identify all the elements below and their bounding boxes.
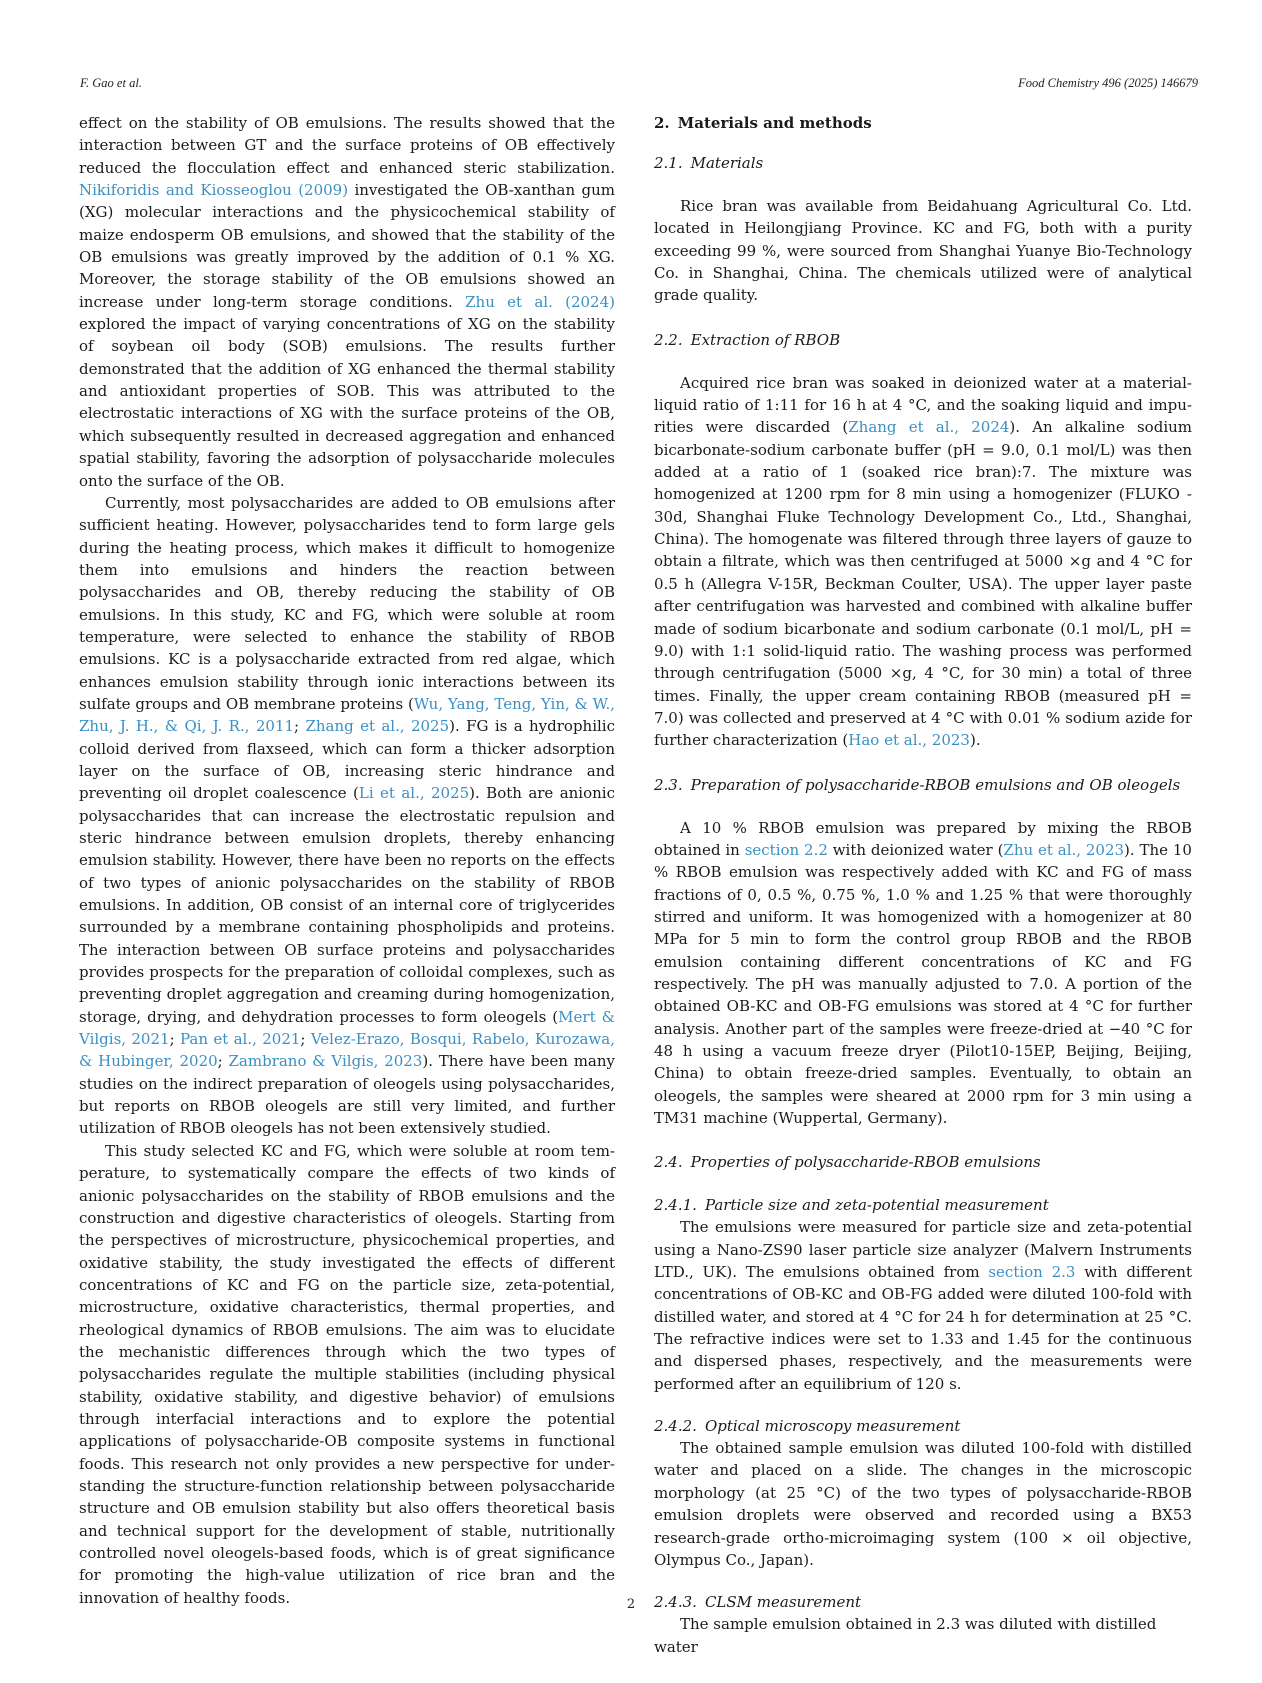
section-heading: 2. Materials and methods [654, 114, 872, 132]
paragraph: A 10 % RBOB emulsion was prepared by mixing the RBOB obtained in section 2.2 with deionized water (Zhu et al., 2023). The 10 % RBOB emulsion was respectively added with KC and FG of mass fractions of 0, 0.5 %, 0.75 %, 1.0 % and 1.25 % that were thoroughly stirred and uniform. It was homogenized with a homogenizer at 80 MPa for 5 min to form the control group RBOB and the RBOB emulsion containing different concentrations of KC and FG respectively. The pH was manually adjusted to 7.0. A portion of the obtained OB-KC and OB-FG emulsions was stored at 4 °C for further analysis. Another part of the samples were freeze-dried at −40 °C for 48 h using a vacuum freeze dryer (Pilot10-15EP, Beijing, Beijing, China) to obtain freeze-dried samples. Eventually, to obtain an oleogels, the samples were sheared at 2000 rpm for 3 min using a TM31 machine (Wuppertal, Germany). [654, 818, 1192, 1128]
citation-link[interactable]: Hao et al., 2023 [848, 731, 970, 750]
running-head-journal: Food Chemistry 496 (2025) 146679 [1018, 76, 1198, 90]
citation-link[interactable]: section 2.2 [744, 840, 828, 859]
citation-link[interactable]: Nikiforidis and Kiosseoglou (2009) [79, 181, 349, 200]
paragraph: effect on the stability of OB emulsions. The results showed that the interaction between GT and the surface proteins of OB effectively reduced the flocculation effect and enhanced steric stabilization. Nikiforidis and Kiosseoglou (2009) investigated the OB-xanthan gum (XG) molecular interactions and the physicochemical stability of maize endosperm OB emulsions, and showed that the stability of the OB emulsions was greatly improved by the addition of 0.1 % XG. Moreover, the storage stability of the OB emulsions showed an increase under long-term storage conditions. Zhu et al. (2024) explored the impact of varying concentrations of XG on the stability of soybean oil body (SOB) emulsions. The results further demonstrated that the addition of XG enhanced the thermal stability and antioxidant properties of SOB. This was attributed to the electrostatic interactions of XG with the surface proteins of the OB, which subsequently resulted in decreased aggregation and enhanced spatial stability, favoring the adsorption of polysaccharide molecules onto the surface of the OB. [79, 114, 616, 490]
subsection-heading: 2.1. Materials [654, 154, 764, 172]
paragraph: The obtained sample emulsion was diluted 100-fold with distilled water and placed on a slide. The changes in the microscopic morphology (at 25 °C) of the two types of polysaccharide-RBOB emulsion droplets were observed and recorded using a BX53 research-grade ortho-microimaging system (100 × oil objective, Olympus Co., Japan). [654, 1439, 1192, 1569]
paragraph: This study selected KC and FG, which were soluble at room temperature, to systematically compare the effects of two kinds of anionic polysaccharides on the stability of RBOB emulsions and the construction and digestive characteristics of oleogels. Starting from the perspectives of microstructure, physicochemical properties, and oxidative stability, the study investigated the effects of different concentrations of KC and FG on the particle size, zeta-potential, microstructure, oxidative characteristics, thermal properties, and rheological dynamics of RBOB emulsions. The aim was to elucidate the mechanistic differences through which the two types of polysaccharides regulate the multiple stabilities (including physical stability, oxidative stability, and digestive behavior) of emulsions through interfacial interactions and to explore the potential applications of polysaccharide-OB composite systems in functional foods. This research not only provides a new perspective for understanding the structure-function relationship between polysaccharide structure and OB emulsion stability but also offers theoretical basis and technical support for the development of stable, nutritionally controlled novel oleogels-based foods, which is of great significance for promoting the high-value utilization of rice bran and the innovation of healthy foods. [79, 1141, 615, 1607]
citation-link[interactable]: Zambrano & Vilgis, 2023 [228, 1052, 423, 1071]
citation-link[interactable]: Zhu et al. (2024) [465, 292, 616, 311]
running-head-authors: F. Gao et al. [80, 76, 142, 90]
subsection-heading: 2.4. Properties of polysaccharide-RBOB emulsions [654, 1153, 1041, 1172]
paragraph: The sample emulsion obtained in 2.3 was diluted with distilled water [654, 1615, 1157, 1656]
citation-link[interactable]: Zhu et al., 2023 [1003, 840, 1125, 859]
paragraph: Currently, most polysaccharides are added to OB emulsions after sufficient heating. However, polysaccharides tend to form large gels during the heating process, which makes it difficult to homogenize them into emulsions and hinders the reaction between polysaccharides and OB, thereby reducing the stability of OB emulsions. In this study, KC and FG, which were soluble at room temperature, were selected to enhance the stability of RBOB emulsions. KC is a polysaccharide extracted from red algae, which enhances emulsion stability through ionic interactions between its sulfate groups and OB membrane proteins (Wu, Yang, Teng, Yin, & W., Zhu, J. H., & Qi, J. R., 2011; Zhang et al., 2025). FG is a hydrophilic colloid derived from flaxseed, which can form a thicker adsorption layer on the surface of OB, increasing steric hindrance and preventing oil droplet coalescence (Li et al., 2025). Both are anionic polysaccharides that can increase the electrostatic repulsion and steric hindrance between emulsion droplets, thereby enhancing emulsion stability. However, there have been no reports on the effects of two types of anionic polysaccharides on the stability of RBOB emulsions. In addition, OB consist of an internal core of triglycerides surrounded by a membrane containing phospholipids and proteins. The interaction between OB surface proteins and polysaccharides provides prospects for the preparation of colloidal complexes, such as preventing droplet aggregation and creaming during homogenization, storage, drying, and dehydration processes to form oleogels (Mert & Vilgis, 2021; Pan et al., 2021; Velez-Erazo, Bosqui, Rabelo, Kurozawa, & Hubinger, 2020; Zambrano & Vilgis, 2023). There have been many studies on the indirect preparation of oleogels using polysaccharides, but reports on RBOB oleogels are still very limited, and further utilization of RBOB oleogels has not been extensively studied. [79, 493, 616, 1138]
citation-link[interactable]: section 2.3 [988, 1263, 1076, 1282]
paragraph: Rice bran was available from Beidahuang Agricultural Co. Ltd. located in Heilongjiang Province. KC and FG, both with a purity exceeding 99 %, were sourced from Shanghai Yuanye Bio-Technology Co. in Shanghai, China. The chemicals utilized were of analytical grade quality. [654, 197, 1192, 305]
citation-link[interactable]: Pan et al., 2021 [179, 1030, 301, 1049]
citation-link[interactable]: Mert & Vilgis, 2021 [79, 1007, 615, 1049]
paragraph: The emulsions were measured for particle size and zeta-potential using a Nano-ZS90 laser particle size analyzer (Malvern Instruments LTD., UK). The emulsions obtained from section 2.3 with different concentrations of OB-KC and OB-FG added were diluted 100-fold with distilled water, and stored at 4 °C for 24 h for determination at 25 °C. The refractive indices were set to 1.33 and 1.45 for the continuous and dispersed phases, respectively, and the measurements were performed after an equilibrium of 120 s. [654, 1218, 1192, 1393]
right-column [654, 112, 1192, 1658]
citation-link[interactable]: Velez-Erazo, Bosqui, Rabelo, Kurozawa, & Hubinger, 2020 [79, 1030, 615, 1071]
subsection-heading: 2.3. Preparation of polysaccharide-RBOB emulsions and OB oleogels [654, 775, 1181, 794]
citation-link[interactable]: Zhang et al., 2025 [305, 717, 450, 736]
subsubsection-heading: 2.4.1. Particle size and zeta-potential measurement [654, 1196, 1049, 1215]
subsubsection-heading: 2.4.3. CLSM measurement [654, 1593, 862, 1612]
citation-link[interactable]: Li et al., 2025 [358, 784, 470, 803]
subsubsection-heading: 2.4.2. Optical microscopy measurement [654, 1417, 961, 1436]
page-number: 2 [626, 1597, 636, 1612]
subsection-heading: 2.2. Extraction of RBOB [654, 330, 841, 349]
left-column [79, 112, 615, 1609]
citation-link[interactable]: Wu, Yang, Teng, Yin, & W., Zhu, J. H., & Qi, J. R., 2011 [79, 694, 616, 736]
citation-link[interactable]: Zhang et al., 2024 [848, 418, 1010, 437]
paragraph: Acquired rice bran was soaked in deionized water at a material-liquid ratio of 1:11 for 16 h at 4 °C, and the soaking liquid and impurities were discarded (Zhang et al., 2024). An alkaline sodium bicarbonate-sodium carbonate buffer (pH = 9.0, 0.1 mol/L) was then added at a ratio of 1 (soaked rice bran):7. The mixture was homogenized at 1200 rpm for 8 min using a homogenizer (FLUKO - 30d, Shanghai Fluke Technology Development Co., Ltd., Shanghai, China). The homogenate was filtered through three layers of gauze to obtain a filtrate, which was then centrifuged at 5000 ×g and 4 °C for 0.5 h (Allegra V-15R, Beckman Coulter, USA). The upper layer paste after centrifugation was harvested and combined with alkaline buffer made of sodium bicarbonate and sodium carbonate (0.1 mol/L, pH = 9.0) with 1:1 solid-liquid ratio. The washing process was performed through centrifugation (5000 ×g, 4 °C, for 30 min) a total of three times. Finally, the upper cream containing RBOB (measured pH = 7.0) was collected and preserved at 4 °C with 0.01 % sodium azide for further characterization (Hao et al., 2023). [654, 373, 1192, 750]
